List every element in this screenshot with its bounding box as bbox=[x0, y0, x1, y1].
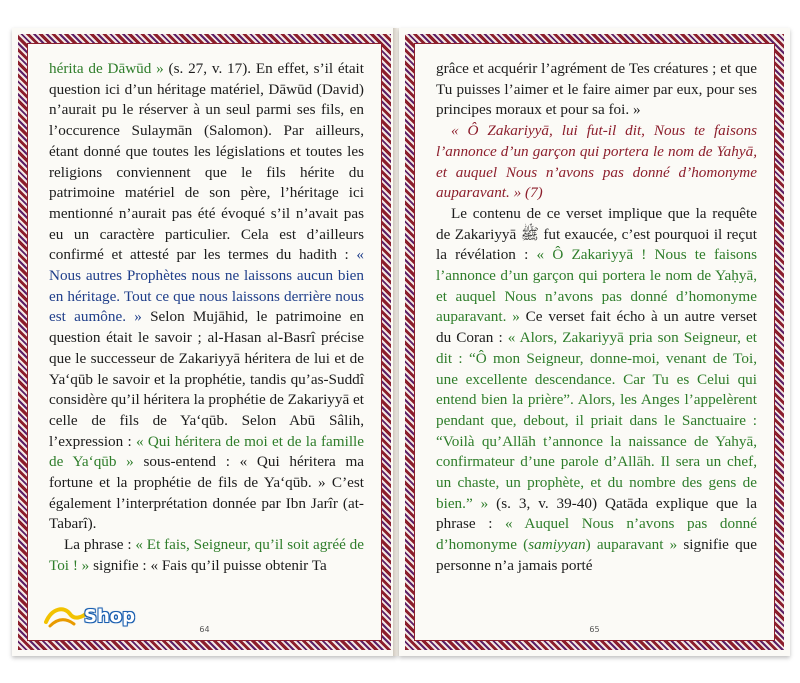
text-span: La phrase : bbox=[64, 536, 136, 554]
text-span: samiyyan bbox=[528, 536, 586, 554]
text-span: « Ô Zakariyyā ! Nous te faisons l’annonce d’un garçon qui portera le nom de Yaḥyā, et auquel Nous n’avons pas donné d’homonyme auparavant. » bbox=[436, 246, 758, 326]
paragraph bbox=[49, 59, 364, 535]
text-span: « Nous autres Prophètes nous ne laissons aucun bien en héritage. Tout ce que nous laissons derrière nous est aumône. » bbox=[49, 246, 364, 326]
right-page-number: 65 bbox=[580, 623, 610, 636]
paragraph bbox=[436, 121, 757, 204]
book-spread bbox=[12, 28, 790, 656]
left-page bbox=[12, 28, 397, 656]
text-span: signifie : « Fais qu’il puisse obtenir Ta bbox=[89, 556, 327, 574]
text-span: signifie que personne n’a jamais porté bbox=[436, 536, 757, 574]
text-span: grâce et acquérir l’agrément de Tes créatures ; et que Tu puisses l’aimer et le faire aimer par eux, pour ses principes moraux et pour sa foi. » bbox=[436, 60, 757, 119]
text-span: ) auparavant » bbox=[585, 536, 678, 554]
text-span: Ce verset fait écho à un autre verset du Coran : bbox=[436, 308, 757, 347]
logo-text: Shop bbox=[84, 606, 136, 627]
paragraph bbox=[436, 59, 757, 121]
text-span: « Qui hériterа de moi et de la famille de Ya‘qūb » bbox=[49, 432, 364, 471]
left-page-text bbox=[49, 59, 364, 577]
text-span: « Ô Zakariyyā, lui fut-il dit, Nous te faisons l’annonce d’un garçon qui portera le nom de Yahyā, et auquel Nous n’avons pas donné d’homonyme auparavant. » (7) bbox=[436, 122, 757, 202]
text-span: (s. 3, v. 39-40) Qatāda explique que la phrase : bbox=[436, 494, 758, 533]
paragraph bbox=[49, 535, 364, 576]
text-span: « Auquel Nous n’avons pas donné d’homonyme ( bbox=[436, 515, 757, 554]
paragraph bbox=[436, 204, 757, 577]
text-span: (s. 27, v. 17). En effet, s’il était question ici d’un héritage matériel, Dāwūd (David) n’aurait pu le réserver à un seul parmi ses fils, en l’occurence Sulaymān (Salomon). Par ailleurs, étant donné que toutes les législations et toutes les religions conviennent que le fils hérite du patrimoine matériel de son père, l’héritage ici mentionné n’aurait pas été évoqué s’il n’avait pas eu un caractère particulier. Cela est d’ailleurs confirmé et attesté par les termes du hadith : bbox=[49, 60, 364, 264]
text-span: « Et fais, Seigneur, qu’il soit agréé de Toi ! » bbox=[49, 536, 365, 574]
right-page-border bbox=[405, 34, 784, 650]
right-page bbox=[399, 28, 790, 656]
right-page-text bbox=[436, 59, 757, 577]
shop-logo bbox=[44, 604, 144, 632]
text-span: Le contenu de ce verset implique que la requête de Zakariyyā ﷺ fut exaucée, c’est pourquoi il reçut la révélation : bbox=[436, 204, 757, 264]
left-page-border bbox=[18, 34, 391, 650]
text-span: « Alors, Zakariyyā pria son Seigneur, et dit : “Ô mon Seigneur, donne-moi, venant de Toi, une excellente descendance. Car Tu es Celui qui entend bien la prière”. Alors, les Anges l’appelèrent pendant que, debout, il priait dans le Sanctuaire : “Voilà qu’Allāh t’annonce la naissance de Yahyā, confirmateur d’une parole d’Allāh. Il sera un chef, un chaste, un prophète, et du nombre des gens de bien.” » bbox=[436, 329, 757, 512]
text-span: sous-entend : « Qui hériterа ma fortune et la prophétie de fils de Ya‘qūb. » C’est également l’interprétation donnée par Ibn Jarîr (at-Tabarî). bbox=[49, 453, 364, 533]
left-page-number: 64 bbox=[190, 623, 220, 636]
text-span: Selon Mujāhid, le patrimoine en question était le savoir ; al-Hasan al-Basrî précise que le successeur de Zakariyyā hériterа de lui et de Ya‘qūb le savoir et la prophétie, tandis qu’as-Suddî considère qu’il hériterа la prophétie de Zakariyyā et celle de fils de Ya‘qūb. Selon Abū Sâlih, l’expression : bbox=[49, 308, 364, 450]
text-span: hérita de Dāwūd » bbox=[49, 60, 164, 77]
